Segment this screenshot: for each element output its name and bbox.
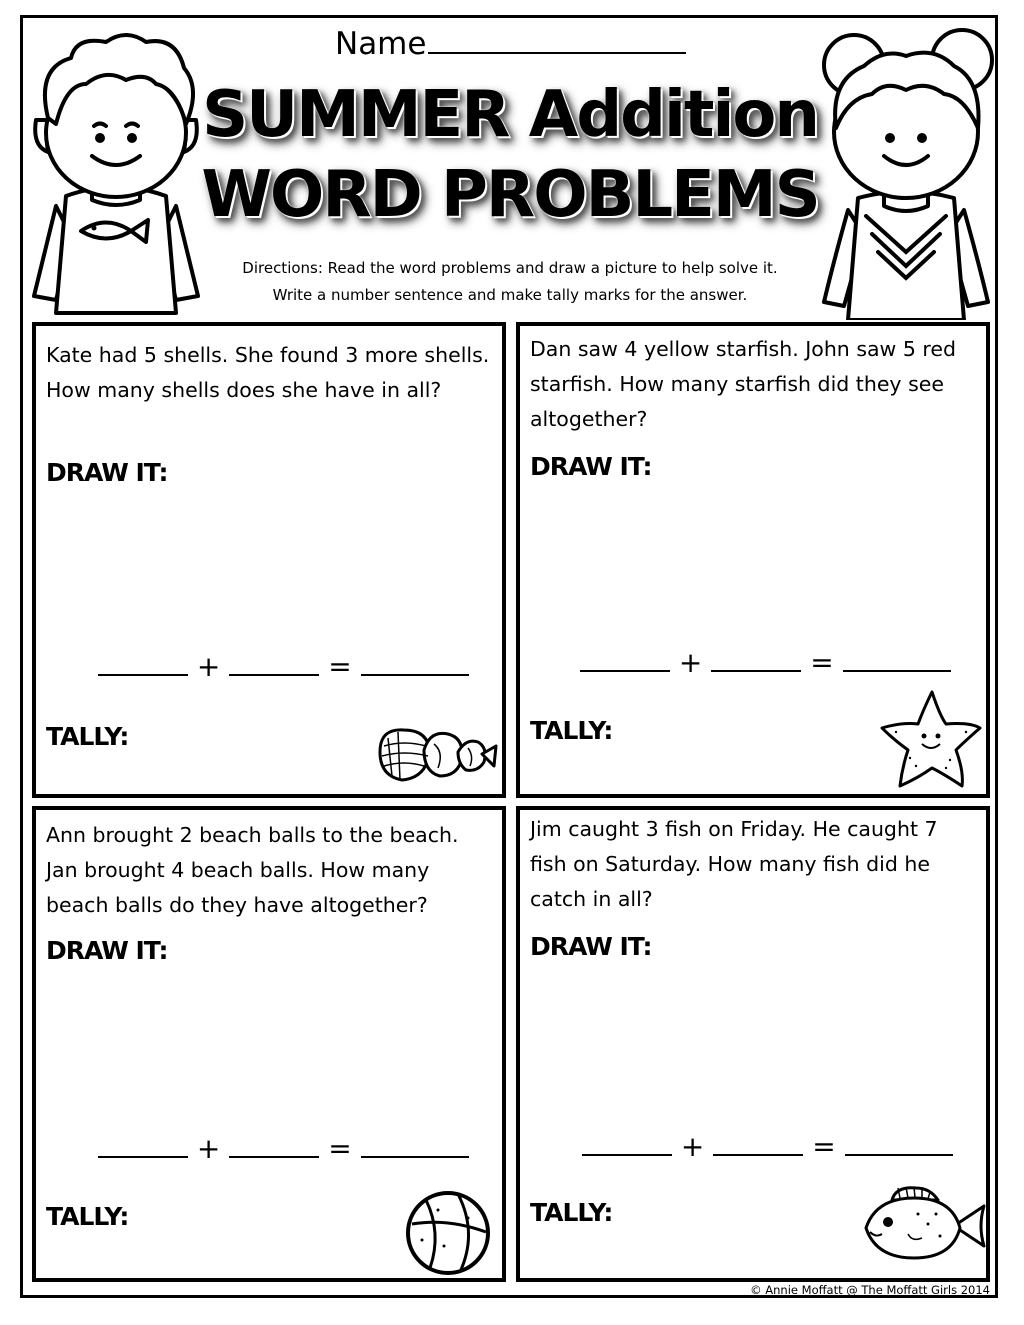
equals-sign: =	[328, 1132, 352, 1165]
tally-label: TALLY:	[46, 1202, 129, 1231]
draw-it-label: DRAW IT:	[46, 458, 168, 487]
copyright: © Annie Moffatt @ The Moffatt Girls 2014	[750, 1283, 990, 1297]
plus-sign: +	[678, 646, 703, 679]
number-sentence[interactable]	[582, 1128, 953, 1163]
fish-icon	[856, 1184, 992, 1268]
problem-box-4	[516, 806, 990, 1282]
beach-ball-icon	[402, 1188, 494, 1278]
problem-text: Kate had 5 shells. She found 3 more shells. How many shells does she have in all?	[46, 343, 490, 402]
page-title-line2: WORD PROBLEMS	[201, 158, 819, 232]
tally-label: TALLY:	[530, 716, 613, 745]
equals-sign: =	[812, 1130, 836, 1163]
problem-text: Ann brought 2 beach balls to the beach. Jan brought 4 beach balls. How many beach balls do they have altogether?	[46, 823, 459, 917]
problem-box-3	[32, 806, 506, 1282]
problem-box-2	[516, 322, 990, 798]
plus-sign: +	[196, 650, 221, 683]
name-blank[interactable]	[428, 22, 686, 54]
directions-line1: Directions: Read the word problems and draw a picture to help solve it.	[242, 259, 778, 277]
tally-label: TALLY:	[46, 722, 129, 751]
number-sentence[interactable]	[580, 644, 951, 679]
plus-sign: +	[680, 1130, 705, 1163]
number-sentence[interactable]	[98, 648, 469, 683]
problem-box-1	[32, 322, 506, 798]
problem-text: Jim caught 3 fish on Friday. He caught 7 fish on Saturday. How many fish did he catch in all?	[530, 817, 938, 911]
draw-it-label: DRAW IT:	[46, 936, 168, 965]
draw-it-label: DRAW IT:	[530, 452, 652, 481]
page-title-line1: SUMMER Addition	[202, 78, 818, 152]
number-sentence[interactable]	[98, 1130, 469, 1165]
name-label: Name	[335, 26, 427, 62]
equals-sign: =	[810, 646, 834, 679]
directions-line2: Write a number sentence and make tally marks for the answer.	[272, 286, 748, 304]
draw-it-label: DRAW IT:	[530, 932, 652, 961]
shell-icon	[374, 722, 500, 784]
starfish-icon	[876, 688, 986, 792]
equals-sign: =	[328, 650, 352, 683]
problem-text: Dan saw 4 yellow starfish. John saw 5 red starfish. How many starfish did they see altogether?	[530, 337, 957, 431]
directions	[170, 255, 850, 309]
tally-label: TALLY:	[530, 1198, 613, 1227]
name-field[interactable]	[335, 22, 686, 62]
plus-sign: +	[196, 1132, 221, 1165]
